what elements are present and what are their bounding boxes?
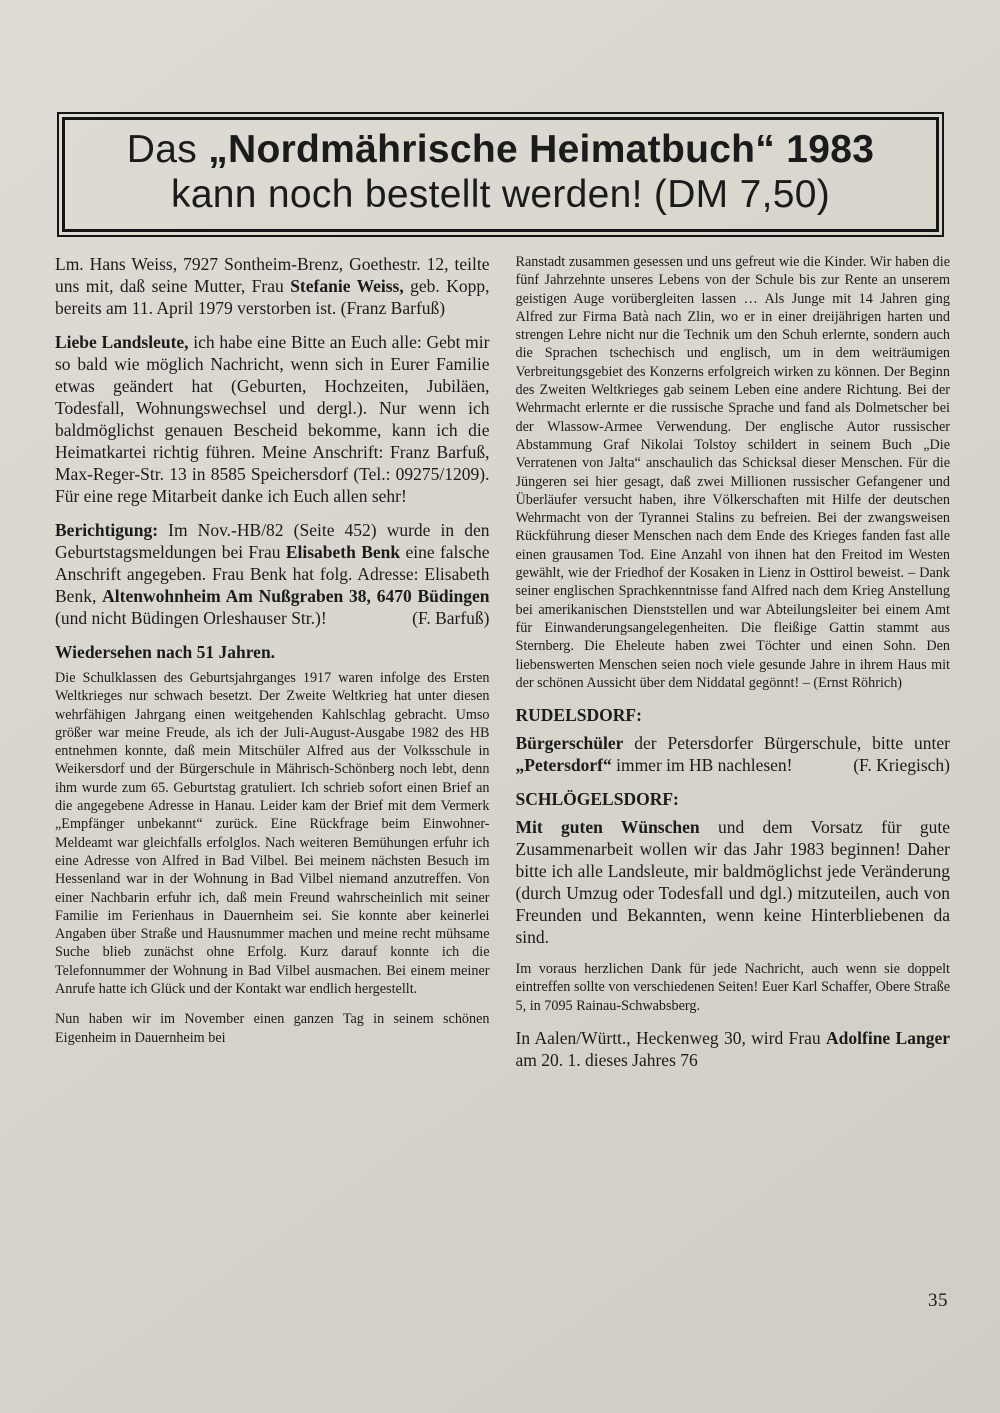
signature: (F. Kriegisch)	[853, 755, 950, 776]
bold-text-run: Berichtigung:	[55, 520, 159, 540]
right-column	[516, 253, 951, 1083]
title-line-1	[71, 127, 930, 172]
notice-rudelsdorf	[516, 732, 951, 776]
text-run: Die Schulklassen des Geburtsjahrganges 1917 waren infolge des Ersten Weltkrieges nur schwach besetzt. Der Zweite Weltkrieg hat unter diesen wehrfähigen Jahrgang einen weitgehenden Kahlschlag gebracht. Umso größer war meine Freude, als ich der Juli-August-Ausgabe 1982 des HB entnehmen konnte, daß mein Mitschüler Alfred aus der Volksschule in Weikersdorf und der Bürgerschule in Mährisch-Schönberg noch lebt, denn ihm wurde zum 65. Geburtstag gratuliert. Ich schrieb sofort einen Brief an die angegebene Adresse in Hanau. Leider kam der Brief mit dem Vermerk „Empfänger unbekannt“ zurück. Eine Rückfrage beim Einwohner-Meldeamt war gleichfalls erfolglos. Nach weiteren Bemühungen erfuhr ich eine Adresse von Alfred in Bad Vilbel. Bei meinem nächsten Besuch im Hessenland war in der Wohnung in Bad Vilbel niemand anzutreffen. Von einer Nachbarin erfuhr ich, daß mein Freund wahrscheinlich mit seiner Familie im Ferienhaus in Dauernheim sei. Sie konnte aber keinerlei Angaben über Straße und Hausnummer machen und meine recht mühsame Suche blieb zunächst ohne Erfolg. Kurz darauf konnte ich die Telefonnummer der Wohnung in Bad Vilbel ausmachen. Bei einem meiner Anrufe hatte ich Glück und der Kontakt war endlich hergestellt.	[55, 670, 490, 998]
text-run: Das	[126, 128, 209, 171]
text-run: geb. Kopp, bereits am 11. April 1979 verstorben ist. (Franz Barfuß)	[55, 276, 490, 318]
notice-adolfine-langer	[516, 1027, 951, 1071]
story-wiedersehen-part-1	[55, 669, 490, 998]
bold-text-run: „Petersdorf“	[515, 755, 612, 776]
heading-schloegelsdorf	[516, 788, 951, 810]
notice-schloegelsdorf-wishes	[516, 816, 951, 948]
bold-text-run: Mit guten Wünschen	[515, 817, 700, 838]
notice-stefanie-weiss	[55, 253, 490, 319]
text-run: (und nicht Büdingen Orleshauser Str.)!	[55, 608, 327, 628]
bold-text-run: Stefanie Weiss,	[290, 276, 404, 296]
text-run: Im voraus herzlichen Dank für jede Nachricht, auch wenn sie doppelt eintreffen sollte von verschiedenen Seiten! Euer Karl Schaffer, Obere Straße 5, in 7095 Rainau-Schwabsberg.	[515, 961, 950, 1014]
bold-text-run: RUDELSDORF:	[515, 705, 642, 726]
text-run: Ranstadt zusammen gesessen und uns gefreut wie die Kinder. Wir haben die fünf Jahrzehnte unseres Lebens von der Schule bis zur Rente an unserem geistigen Auge vorübergleiten lassen … Als Junge mit 14 Jahren ging Alfred zur Firma Batà nach Zlin, wo er in einer dreijährigen harten und strengen Lehre nicht nur die Technik um den Schuh erlernte, sondern auch die Sprachen tschechisch und englisch, um in dem weiträumigen Verbreitungsgebiet des Konzerns erfolgreich wirken zu können. Der Beginn des Zweiten Weltkrieges gab seinem Leben eine andere Richtung. Bei der Wehrmacht erlernte er die russische Sprache und fand als Dolmetscher bei der Wlassow-Armee Verwendung. Der englische Autor russischer Abstammung Graf Nikolai Tolstoy schildert in seinem Buch „Die Verratenen von Jalta“ anschaulich das Schicksal dieser Menschen. Für die Jüngeren sei hier gesagt, daß zwei Millionen russischer Gefangener und Überläufer versucht haben, ihre Völkerschaften mit Hilfe der deutschen Wehrmacht von der Tyrannei Stalins zu befreien. Bei der zwangsweisen Rückführung dieser Menschen nach dem Ende des Krieges fanden fast alle einen grausamen Tod. Eine Anzahl von ihnen hat den Freitod im Westen gewählt, wie der Friedhof der Kosaken in Lienz in Osttirol beweist. – Dank seiner englischen Sprachkenntnisse fand Alfred nach dem Krieg Anstellung bei amerikanischen Dienststellen und war Abteilungsleiter bei einem Amt für Einwanderungsangelegenheiten. Die fleißige Gattin stammt aus Sternberg. Die Eheleute haben zwei Töchter und einen Sohn. Den liebenswerten Menschen seien noch viele gesunde Jahre in ihrem Haus mit der schönen Aussicht über dem Niddatal gegönnt! – (Ernst Röhrich)	[515, 254, 950, 691]
text-run: eine falsche Anschrift angegeben. Frau Benk hat folg. Adresse: Elisabeth Benk,	[55, 542, 490, 606]
text-run: immer im HB nachlesen!	[611, 755, 793, 776]
bold-text-run: Elisabeth Benk	[285, 542, 401, 562]
text-run: ich habe eine Bitte an Euch alle: Gebt mir so bald wie möglich Nachricht, wenn sich in Eurer Familie etwas geändert hat (Geburten, Hochzeiten, Jubiläen, Todesfall, Wohnungswechsel und dergl.). Nur wenn ich baldmöglichst genauen Bescheid bekomme, kann ich die Heimatkartei richtig führen. Meine Anschrift: Franz Barfuß, Max-Reger-Str. 13 in 8585 Speichersdorf (Tel.: 09275/1209). Für eine rege Mitarbeit danke ich Euch allen sehr!	[55, 332, 490, 506]
text-run: In Aalen/Württ., Heckenweg 30, wird Frau	[515, 1028, 827, 1049]
text-run: der Petersdorfer Bürgerschule, bitte unter	[623, 733, 950, 754]
text-run: und dem Vorsatz für gute Zusammenarbeit wollen wir das Jahr 1983 beginnen! Daher bitte ich alle Landsleute, mir baldmöglichst jede Veränderung (durch Umzug oder Todesfall und dgl.) mitzuteilen, auch von Freunden und Bekannten, wenn keine Hinterbliebenen da sind.	[515, 817, 950, 948]
bold-text-run: Liebe Landsleute,	[55, 332, 189, 352]
header-box	[57, 112, 944, 237]
text-run: am 20. 1. dieses Jahres 76	[515, 1050, 698, 1071]
text-columns	[55, 253, 950, 1083]
heading-wiedersehen	[55, 641, 490, 663]
bold-text-run: Altenwohnheim Am Nußgraben 38, 6470 Büdingen	[102, 586, 490, 606]
text-run: Im Nov.-HB/82 (Seite 452) wurde in den Geburtstagsmeldungen bei Frau	[55, 520, 490, 562]
bold-text-run: SCHLÖGELSDORF:	[515, 789, 679, 810]
left-column	[55, 253, 490, 1083]
correction-elisabeth-benk	[55, 519, 490, 629]
bold-text-run: Bürgerschüler	[515, 733, 624, 754]
text-run: Nun haben wir im November einen ganzen Tag in seinem schönen Eigenheim in Dauernheim bei	[55, 1011, 490, 1046]
bold-text-run: Wiedersehen nach 51 Jahren.	[55, 642, 276, 662]
appeal-liebe-landsleute	[55, 331, 490, 507]
notice-schloegelsdorf-thanks	[516, 960, 951, 1015]
header-box-inner	[62, 117, 939, 232]
heading-rudelsdorf	[516, 704, 951, 726]
title-line-2: kann noch bestellt werden! (DM 7,50)	[171, 173, 830, 216]
text-run: Lm. Hans Weiss, 7927 Sontheim-Brenz, Goethestr. 12, teilte uns mit, daß seine Mutter, Frau	[55, 254, 490, 296]
story-wiedersehen-part-2	[55, 1010, 490, 1047]
bold-text-run: Adolfine Langer	[826, 1028, 950, 1049]
story-wiedersehen-continuation	[516, 253, 951, 692]
bold-text-run: „Nordmährische Heimatbuch“ 1983	[208, 128, 875, 171]
page-number: 35	[928, 1290, 948, 1311]
signature: (F. Barfuß)	[412, 608, 490, 628]
